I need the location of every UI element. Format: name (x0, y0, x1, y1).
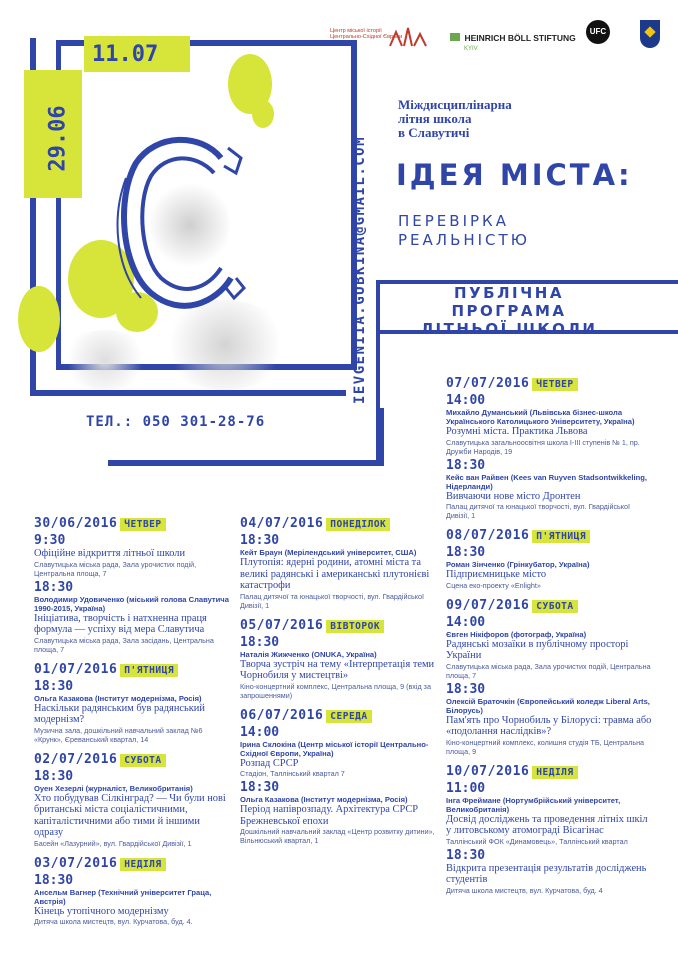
schedule-day (446, 596, 652, 756)
event-date: 02/07/2016 (34, 751, 118, 767)
schedule-day (34, 750, 230, 848)
event-item (446, 545, 652, 590)
schedule-column-1 (34, 514, 230, 932)
program-line-2: ЛІТНЬОЇ ШКОЛИ (420, 320, 598, 338)
event-place: Музична зала, дошкільний навчальний заклад №6 «Крунк», Єреванський квартал, 14 (34, 725, 203, 744)
event-place: Таллінський ФОК «Динамовець», Таллінський квартал (446, 836, 628, 846)
event-title: Пам'ять про Чорнобиль у Білорусі: травма або «подолання наслідків»? (446, 714, 652, 737)
event-item (34, 679, 230, 744)
event-speaker: Кейт Браун (Мерілендський університет, США) (240, 548, 417, 557)
weekday-badge: ЧЕТВЕР (532, 378, 577, 391)
day-header (446, 526, 652, 544)
center-urban-history-logo (330, 26, 430, 40)
event-date: 05/07/2016 (240, 617, 324, 633)
event-place: Дошкільний навчальний заклад «Центр розвитку дитини», Вільнюський квартал, 1 (240, 827, 435, 845)
event-item (446, 781, 652, 846)
schedule-day (240, 514, 436, 610)
day-header (446, 596, 652, 614)
slavutych-crest-icon (640, 20, 660, 48)
schedule-day (240, 616, 436, 700)
weekday-badge: СУБОТА (532, 600, 577, 613)
event-time: 14:00 (240, 724, 280, 740)
event-title: Розпад СРСР (240, 757, 299, 769)
ufc-logo (586, 20, 610, 44)
event-place: Дитяча школа мистецтв, вул. Курчатова, буд. 4 (446, 885, 603, 895)
schedule-day (240, 706, 436, 846)
event-title: Ініціатива, творчість і натхненна праця формула — успіху від мера Славутича (34, 612, 207, 635)
event-speaker: Михайло Думанський (Львівська бізнес-школа Українського Католицького Університету, Україна) (446, 408, 635, 426)
event-item (240, 533, 436, 610)
event-date: 30/06/2016 (34, 516, 118, 531)
schedule-day (34, 854, 230, 927)
event-speaker: Роман Зінченко (Грінкубатор, Україна) (446, 560, 590, 569)
lime-circle-4 (18, 286, 60, 352)
event-title: Творча зустріч на тему «Інтерпретація теми Чорнобиля у мистецтві» (240, 658, 435, 681)
event-title: Наскільки радянським був радянський модернізм? (34, 702, 205, 725)
program-line-1: ПУБЛІЧНА ПРОГРАМА (451, 284, 567, 320)
ufc-label: UFC (589, 27, 607, 36)
event-item (34, 580, 230, 654)
event-speaker: Оуен Хезерлі (журналіст, Великобританія) (34, 783, 193, 793)
event-title: Вивчаючи нове місто Дронтен (446, 490, 581, 502)
event-title: Період напіврозпаду. Архітектура СРСР Брежневської епохи (240, 804, 419, 827)
phone-number[interactable]: ТЕЛ.: 050 301-28-76 (86, 414, 266, 430)
event-time: 14:00 (446, 614, 486, 630)
day-header (34, 854, 230, 872)
event-date: 03/07/2016 (34, 855, 118, 871)
schedule-day (446, 374, 652, 520)
event-place: Палац дитячої та юнацької творчості, вул. Гвардійської Дивізії, 1 (446, 502, 631, 520)
event-place: Кіно-концертний комплекс, Центральна площа, 9 (вхід за запрошеннями) (240, 681, 431, 700)
day-header (240, 706, 436, 724)
weekday-badge: ЧЕТВЕР (120, 518, 165, 531)
main-title: ІДЕЯ МІСТА: (396, 158, 633, 192)
event-speaker: Ольга Казакова (Інститут модернізма, Росія) (240, 795, 408, 804)
day-header (446, 762, 652, 780)
boll-name: HEINRICH BÖLL STIFTUNG (464, 33, 576, 43)
event-item (34, 873, 230, 927)
event-place: Славутицька міська рада, Зала засідань, Центральна площа, 7 (34, 635, 214, 654)
day-header (34, 750, 230, 768)
weekday-badge: НЕДІЛЯ (532, 766, 577, 779)
event-place: Кіно-концертний комплекс, колишня студія ТБ, Центральна площа, 9 (446, 737, 645, 756)
subtitle (398, 212, 530, 250)
event-item (240, 780, 436, 845)
event-speaker: Євген Нікіфоров (фотограф, Україна) (446, 629, 587, 639)
subtitle-line-2: РЕАЛЬНІСТЮ (398, 231, 530, 249)
school-line-3: в Славутичі (398, 125, 470, 140)
event-item (446, 615, 652, 680)
event-time: 18:30 (34, 579, 74, 595)
event-time: 18:30 (446, 545, 486, 560)
event-date: 08/07/2016 (446, 528, 530, 543)
event-title: Розумні міста. Практика Львова (446, 426, 588, 437)
day-header (240, 514, 436, 532)
event-title: Підприємницьке місто (446, 569, 547, 580)
day-header (446, 374, 652, 392)
event-time: 11:00 (446, 780, 486, 796)
event-item (34, 533, 230, 578)
program-heading (394, 284, 624, 338)
weekday-badge: ВІВТОРОК (326, 620, 384, 633)
weekday-badge: П'ЯТНИЦЯ (532, 530, 590, 543)
schedule-day (34, 660, 230, 744)
event-place: Басейн «Лазурний», вул. Гвардійської Дивізії, 1 (34, 838, 192, 848)
event-place: Славутицька міська рада, Зала урочистих подій, Центральна площа, 7 (446, 661, 651, 680)
start-date: 29.06 (45, 105, 71, 172)
event-place: Славутицька міська рада, Зала урочистих подій, Центральна площа, 7 (34, 559, 197, 578)
event-item (34, 769, 230, 848)
city-skyline-icon (388, 26, 428, 48)
day-header (34, 514, 230, 532)
event-item (240, 725, 436, 779)
schedule-column-3 (446, 374, 652, 901)
boll-mark-icon (450, 33, 460, 41)
event-time: 18:30 (446, 681, 486, 697)
event-item (240, 635, 436, 700)
grey-shadow-3 (60, 330, 150, 390)
event-speaker: Інга Фрейманe (Нортумбрійський університет, Великобританія) (446, 795, 621, 814)
event-title: Хто побудував Сілкінград? — Чи були нові британські міста соціалістичними, капіталістичними або тими й іншими одразу (34, 792, 226, 838)
event-speaker: Ансельм Вагнер (Технічний університет Граца, Австрія) (34, 887, 212, 906)
event-time: 18:30 (240, 634, 280, 650)
event-item (446, 682, 652, 756)
event-date: 10/07/2016 (446, 763, 530, 779)
city-c-graphic (96, 118, 256, 328)
event-title: Досвід досліджень та проведення літніх шкіл у литовському атомограді Вісагінас (446, 813, 648, 836)
schedule-day (446, 762, 652, 895)
end-date: 11.07 (92, 42, 159, 67)
event-item (446, 848, 652, 895)
center-logo-line2: Центрально-Східної Європи (330, 34, 403, 40)
schedule-column-2 (240, 514, 436, 851)
event-time: 18:30 (34, 768, 74, 784)
event-date: 07/07/2016 (446, 376, 530, 391)
event-date: 06/07/2016 (240, 707, 324, 723)
event-time: 18:30 (34, 678, 74, 694)
weekday-badge: НЕДІЛЯ (120, 858, 165, 871)
event-speaker: Володимир Удовиченко (міський голова Славутича 1990-2015, Україна) (34, 594, 229, 613)
school-description (398, 98, 512, 140)
day-header (34, 660, 230, 678)
event-time: 18:30 (446, 847, 486, 863)
event-speaker: Ольга Казакова (Інститут модернізма, Росія) (34, 693, 202, 703)
event-place: Палац дитячої та юнацької творчості, вул. Гвардійської Дивізії, 1 (240, 591, 425, 610)
event-time: 18:30 (240, 533, 280, 548)
event-item (446, 458, 652, 521)
weekday-badge: ПОНЕДІЛОК (326, 518, 390, 531)
weekday-badge: СУБОТА (120, 754, 165, 767)
event-place: Дитяча школа мистецтв, вул. Курчатова, буд. 4. (34, 917, 193, 926)
event-date: 09/07/2016 (446, 597, 530, 613)
day-header (240, 616, 436, 634)
event-title: Відкрита презентація результатів досліджень студентів (446, 862, 647, 885)
email-link[interactable]: IEVGENIIA.GUBKINA@GMAIL.COM (352, 135, 368, 405)
event-speaker: Наталія Жижченко (ONUKA, Україна) (240, 649, 377, 659)
event-place: Славутицька загальноосвітня школа І-ІІІ ступенів № 1, пр. Дружби Народів, 19 (446, 437, 640, 456)
school-line-1: Міждисциплінарна (398, 97, 512, 112)
event-title: Кінець утопічного модернізму (34, 905, 169, 917)
subtitle-line-1: ПЕРЕВІРКА (398, 212, 509, 230)
event-date: 01/07/2016 (34, 661, 118, 677)
event-time: 18:30 (34, 872, 74, 888)
event-date: 04/07/2016 (240, 516, 324, 531)
event-speaker: Ірина Склокіна (Центр міської історії Центрально-Східної Європи, Україна) (240, 739, 429, 758)
center-logo-line1: Центр міської історії (330, 28, 382, 34)
event-speaker: Кейс ван Райвен (Kees van Ruyven Stadsontwikkeling, Нідерланди) (446, 472, 647, 491)
boll-logo (450, 28, 576, 52)
event-time: 18:30 (446, 457, 486, 473)
event-time: 14:00 (446, 393, 486, 408)
event-time: 9:30 (34, 533, 66, 548)
event-speaker: Олексій Браточкін (Європейський коледж Liberal Arts, Білорусь) (446, 696, 650, 715)
boll-city: KYIV (464, 46, 478, 52)
event-place: Стадіон, Таллінський квартал 7 (240, 769, 345, 778)
event-item (446, 393, 652, 456)
event-title: Плутопія: ядерні родини, атомні міста та великі радянські і американські плутонієві катастрофи (240, 557, 430, 591)
school-line-2: літня школа (398, 111, 472, 126)
event-title: Офіційне відкриття літньої школи (34, 548, 186, 559)
event-title: Радянські мозаїки в публічному просторі України (446, 638, 629, 661)
weekday-badge: П'ЯТНИЦЯ (120, 664, 178, 677)
event-place: Сцена еко-проекту «Enlight» (446, 580, 541, 590)
schedule-day (34, 514, 230, 654)
schedule-day (446, 526, 652, 590)
deco-vline (376, 280, 380, 460)
weekday-badge: СЕРЕДА (326, 710, 371, 723)
event-time: 18:30 (240, 780, 280, 795)
